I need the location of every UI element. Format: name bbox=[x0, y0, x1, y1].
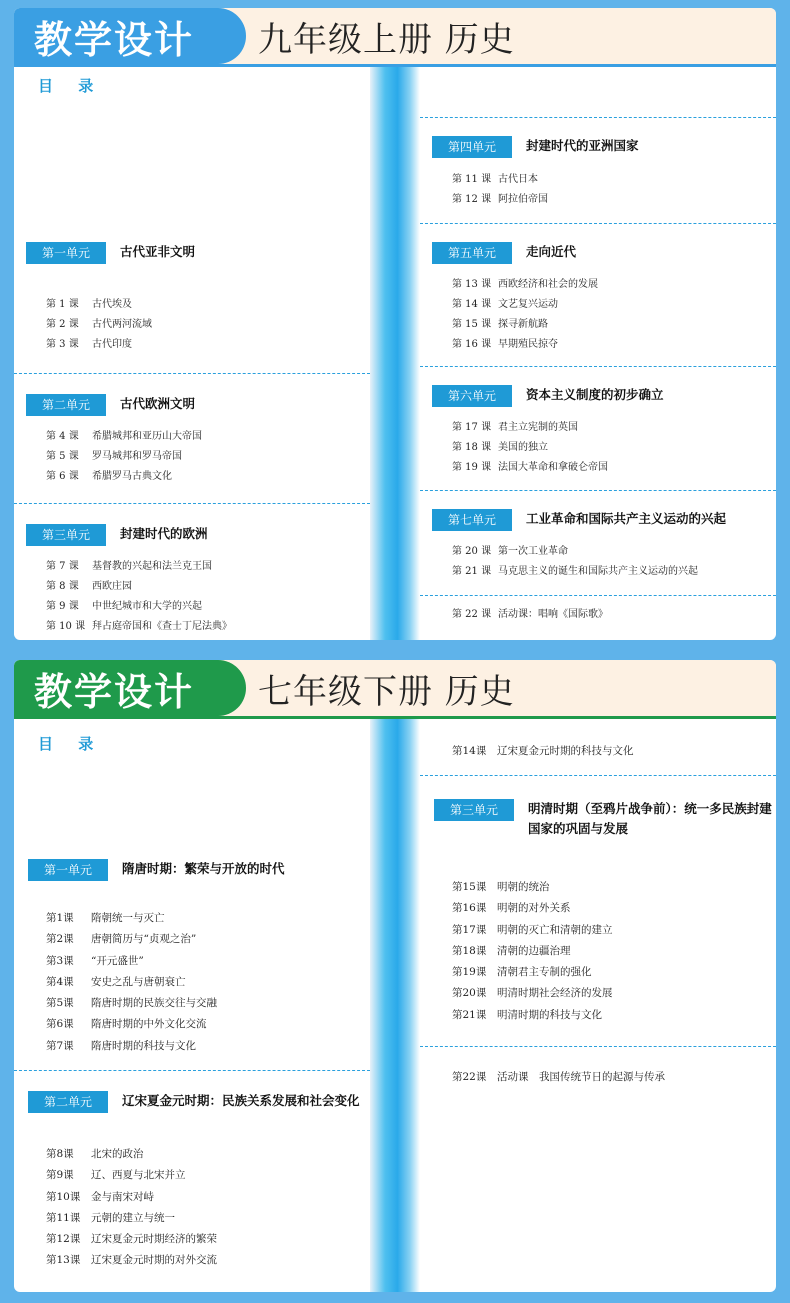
lesson-number: 第17课 bbox=[452, 923, 487, 936]
lesson-item bbox=[452, 335, 598, 355]
lesson-title: 拜占庭帝国和《查士丁尼法典》 bbox=[92, 621, 232, 632]
lesson-list bbox=[46, 1144, 217, 1272]
lesson-number: 第5课 bbox=[46, 997, 74, 1010]
lesson-item bbox=[46, 1036, 217, 1057]
unit-header bbox=[26, 524, 208, 546]
lesson-number: 第 21 课 bbox=[452, 566, 492, 577]
lesson-item bbox=[46, 1144, 217, 1165]
toc-heading: 目 录 bbox=[38, 77, 104, 95]
lesson-item bbox=[452, 877, 613, 898]
unit-label: 第三单元 bbox=[434, 799, 514, 821]
lesson-number: 第 2 课 bbox=[46, 319, 79, 330]
lesson-item bbox=[452, 1067, 665, 1088]
lesson-title: “开元盛世” bbox=[91, 954, 144, 967]
lesson-title: 北宋的政治 bbox=[91, 1148, 144, 1160]
lesson-number: 第14课 bbox=[452, 745, 487, 757]
unit-label: 第六单元 bbox=[432, 385, 512, 407]
lesson-number: 第 10 课 bbox=[46, 621, 86, 632]
card-header bbox=[14, 8, 776, 64]
lesson-title: 辽宋夏金元时期的科技与文化 bbox=[497, 745, 634, 757]
lesson-number: 第 22 课 bbox=[452, 609, 492, 620]
section-divider bbox=[14, 1070, 370, 1071]
toc-body bbox=[14, 67, 776, 640]
lesson-title: 隋唐时期的中外文化交流 bbox=[91, 1018, 207, 1031]
lesson-number: 第12课 bbox=[46, 1233, 81, 1246]
lesson-list bbox=[46, 908, 217, 1057]
lesson-number: 第13课 bbox=[46, 1254, 81, 1267]
lesson-number: 第 5 课 bbox=[46, 451, 79, 462]
lesson-item bbox=[452, 418, 608, 438]
lesson-number: 第1课 bbox=[46, 912, 74, 924]
lesson-number: 第15课 bbox=[452, 881, 487, 893]
unit-label: 第五单元 bbox=[432, 242, 512, 264]
book-title: 九年级上册 历史 bbox=[258, 19, 515, 60]
lesson-title: 基督教的兴起和法兰克王国 bbox=[92, 561, 212, 572]
unit-title: 古代亚非文明 bbox=[120, 244, 196, 259]
lesson-title: 早期殖民掠夺 bbox=[498, 339, 558, 350]
unit-header bbox=[434, 799, 776, 839]
lesson-number: 第8课 bbox=[46, 1148, 74, 1160]
book-spine bbox=[370, 719, 420, 1292]
unit-header bbox=[28, 859, 285, 881]
lesson-number: 第11课 bbox=[46, 1211, 81, 1224]
lesson-title: 清朝的边疆治理 bbox=[497, 944, 571, 957]
lesson-number: 第 4 课 bbox=[46, 431, 79, 442]
lesson-number: 第19课 bbox=[452, 966, 487, 979]
lesson-number: 第18课 bbox=[452, 944, 487, 957]
unit-label: 第二单元 bbox=[26, 394, 106, 416]
lesson-number: 第 19 课 bbox=[452, 462, 492, 473]
lesson-title: 辽宋夏金元时期的对外交流 bbox=[91, 1254, 217, 1267]
lesson-list bbox=[452, 605, 608, 625]
lesson-number: 第10课 bbox=[46, 1190, 81, 1203]
lesson-list bbox=[46, 427, 202, 487]
lesson-item bbox=[452, 983, 613, 1004]
lesson-item bbox=[452, 275, 598, 295]
lesson-item bbox=[452, 962, 613, 983]
lesson-title: 阿拉伯帝国 bbox=[498, 194, 548, 205]
lesson-title: 探寻新航路 bbox=[498, 319, 548, 330]
lesson-item bbox=[46, 467, 202, 487]
lesson-list bbox=[452, 1067, 665, 1088]
lesson-title: 古代日本 bbox=[498, 174, 538, 185]
lesson-title: 隋朝统一与灭亡 bbox=[91, 912, 165, 924]
lesson-number: 第4课 bbox=[46, 975, 74, 988]
lesson-title: 马克思主义的诞生和国际共产主义运动的兴起 bbox=[498, 566, 698, 577]
lesson-title: 第一次工业革命 bbox=[498, 546, 568, 557]
lesson-number: 第 14 课 bbox=[452, 299, 492, 310]
lesson-title: 明朝的统治 bbox=[497, 881, 550, 893]
unit-label: 第四单元 bbox=[432, 136, 512, 158]
lesson-list bbox=[46, 557, 232, 637]
lesson-item bbox=[452, 898, 613, 919]
lesson-item bbox=[46, 315, 152, 335]
lesson-number: 第 7 课 bbox=[46, 561, 79, 572]
lesson-title: 美国的独立 bbox=[498, 442, 548, 453]
unit-header bbox=[26, 394, 195, 416]
lesson-number: 第 12 课 bbox=[452, 194, 492, 205]
lesson-item bbox=[452, 542, 698, 562]
unit-title: 隋唐时期：繁荣与开放的时代 bbox=[122, 861, 285, 876]
lesson-title: 隋唐时期的科技与文化 bbox=[91, 1039, 196, 1052]
lesson-number: 第22课 bbox=[452, 1071, 487, 1083]
lesson-item bbox=[46, 577, 232, 597]
section-divider bbox=[420, 1046, 776, 1047]
lesson-item bbox=[452, 941, 613, 962]
section-divider bbox=[420, 117, 776, 118]
lesson-title: 辽、西夏与北宋并立 bbox=[91, 1169, 186, 1182]
section-divider bbox=[420, 595, 776, 596]
lesson-number: 第21课 bbox=[452, 1008, 487, 1021]
lesson-item bbox=[46, 447, 202, 467]
lesson-item bbox=[46, 951, 217, 972]
lesson-list bbox=[452, 170, 548, 210]
lesson-item bbox=[46, 929, 217, 950]
unit-header bbox=[28, 1091, 362, 1113]
book-spine bbox=[370, 67, 420, 640]
lesson-list bbox=[46, 295, 152, 355]
lesson-number: 第3课 bbox=[46, 954, 74, 967]
toc-right-page bbox=[420, 67, 776, 640]
lesson-title: 希腊城邦和亚历山大帝国 bbox=[92, 431, 202, 442]
lesson-title: 明朝的灭亡和清朝的建立 bbox=[497, 923, 613, 936]
lesson-item bbox=[452, 1005, 613, 1026]
lesson-title: 明朝的对外关系 bbox=[497, 902, 571, 915]
lesson-number: 第16课 bbox=[452, 902, 487, 915]
lesson-item bbox=[46, 908, 217, 929]
lesson-title: 清朝君主专制的强化 bbox=[497, 966, 592, 979]
lesson-number: 第 3 课 bbox=[46, 339, 79, 350]
toc-heading: 目 录 bbox=[38, 735, 104, 753]
lesson-item bbox=[452, 562, 698, 582]
lesson-number: 第 8 课 bbox=[46, 581, 79, 592]
lesson-item bbox=[46, 597, 232, 617]
section-divider bbox=[420, 223, 776, 224]
unit-header bbox=[432, 385, 664, 407]
lesson-item bbox=[46, 972, 217, 993]
lesson-title: 罗马城邦和罗马帝国 bbox=[92, 451, 182, 462]
unit-title: 资本主义制度的初步确立 bbox=[526, 387, 664, 402]
lesson-number: 第20课 bbox=[452, 987, 487, 1000]
section-divider bbox=[420, 775, 776, 776]
lesson-item bbox=[46, 1165, 217, 1186]
unit-title: 封建时代的欧洲 bbox=[120, 526, 208, 541]
lesson-number: 第2课 bbox=[46, 933, 74, 946]
lesson-title: 希腊罗马古典文化 bbox=[92, 471, 172, 482]
section-divider bbox=[14, 373, 370, 374]
lesson-item bbox=[452, 920, 613, 941]
lesson-number: 第 11 课 bbox=[452, 174, 492, 185]
lesson-title: 古代印度 bbox=[92, 339, 132, 350]
unit-title: 走向近代 bbox=[526, 244, 577, 259]
lesson-title: 君主立宪制的英国 bbox=[498, 422, 578, 433]
lesson-list bbox=[452, 275, 598, 355]
card-header bbox=[14, 660, 776, 716]
lesson-title: 西欧经济和社会的发展 bbox=[498, 279, 598, 290]
lesson-title: 文艺复兴运动 bbox=[498, 299, 558, 310]
lesson-number: 第 9 课 bbox=[46, 601, 79, 612]
lesson-title: 辽宋夏金元时期经济的繁荣 bbox=[91, 1233, 217, 1246]
unit-header bbox=[432, 242, 576, 264]
section-divider bbox=[420, 366, 776, 367]
lesson-title: 唐朝简历与“贞观之治” bbox=[91, 933, 197, 946]
lesson-item bbox=[452, 741, 634, 762]
lesson-item bbox=[46, 295, 152, 315]
unit-header bbox=[26, 242, 195, 264]
lesson-list bbox=[452, 741, 634, 762]
lesson-number: 第9课 bbox=[46, 1169, 74, 1182]
lesson-number: 第 17 课 bbox=[452, 422, 492, 433]
lesson-item bbox=[452, 170, 548, 190]
lesson-title: 中世纪城市和大学的兴起 bbox=[92, 601, 202, 612]
lesson-number: 第 15 课 bbox=[452, 319, 492, 330]
book-title: 七年级下册 历史 bbox=[258, 671, 515, 712]
unit-title: 工业革命和国际共产主义运动的兴起 bbox=[526, 511, 727, 526]
toc-body bbox=[14, 719, 776, 1292]
lesson-title: 西欧庄园 bbox=[92, 581, 132, 592]
lesson-list bbox=[452, 418, 608, 478]
unit-title: 封建时代的亚洲国家 bbox=[526, 138, 639, 153]
lesson-item bbox=[46, 1187, 217, 1208]
lesson-title: 活动课：唱响《国际歌》 bbox=[498, 609, 608, 620]
lesson-item bbox=[452, 315, 598, 335]
textbook-card-grade9 bbox=[14, 8, 776, 640]
unit-label: 第三单元 bbox=[26, 524, 106, 546]
unit-title: 辽宋夏金元时期：民族关系发展和社会变化 bbox=[122, 1093, 360, 1108]
lesson-title: 金与南宋对峙 bbox=[91, 1190, 154, 1203]
lesson-title: 法国大革命和拿破仑帝国 bbox=[498, 462, 608, 473]
unit-header bbox=[432, 136, 639, 158]
section-divider bbox=[14, 503, 370, 504]
toc-left-page bbox=[14, 67, 370, 640]
lesson-item bbox=[452, 458, 608, 478]
section-divider bbox=[420, 490, 776, 491]
lesson-item bbox=[46, 617, 232, 637]
lesson-item bbox=[46, 1014, 217, 1035]
lesson-number: 第 18 课 bbox=[452, 442, 492, 453]
lesson-item bbox=[46, 1208, 217, 1229]
lesson-number: 第 20 课 bbox=[452, 546, 492, 557]
lesson-item bbox=[452, 295, 598, 315]
lesson-title: 明清时期的科技与文化 bbox=[497, 1008, 602, 1021]
unit-label: 第七单元 bbox=[432, 509, 512, 531]
lesson-item bbox=[452, 438, 608, 458]
unit-title: 明清时期（至鸦片战争前）：统一多民族封建国家的巩固与发展 bbox=[528, 801, 772, 836]
lesson-title: 隋唐时期的民族交往与交融 bbox=[91, 997, 217, 1010]
lesson-item bbox=[452, 190, 548, 210]
lesson-title: 活动课 我国传统节日的起源与传承 bbox=[497, 1071, 665, 1083]
textbook-card-grade7 bbox=[14, 660, 776, 1292]
unit-title: 古代欧洲文明 bbox=[120, 396, 196, 411]
lesson-title: 元朝的建立与统一 bbox=[91, 1211, 175, 1224]
lesson-item bbox=[46, 427, 202, 447]
lesson-title: 古代埃及 bbox=[92, 299, 132, 310]
lesson-number: 第 13 课 bbox=[452, 279, 492, 290]
lesson-item bbox=[46, 1250, 217, 1271]
lesson-item bbox=[46, 335, 152, 355]
lesson-item bbox=[46, 1229, 217, 1250]
design-badge: 教学设计 bbox=[14, 8, 246, 64]
toc-right-page bbox=[420, 719, 776, 1292]
lesson-title: 古代两河流域 bbox=[92, 319, 152, 330]
design-badge: 教学设计 bbox=[14, 660, 246, 716]
unit-header bbox=[432, 509, 726, 531]
unit-label: 第二单元 bbox=[28, 1091, 108, 1113]
unit-label: 第一单元 bbox=[26, 242, 106, 264]
lesson-list bbox=[452, 542, 698, 582]
lesson-number: 第 16 课 bbox=[452, 339, 492, 350]
lesson-title: 明清时期社会经济的发展 bbox=[497, 987, 613, 1000]
lesson-title: 安史之乱与唐朝衰亡 bbox=[91, 975, 186, 988]
lesson-item bbox=[46, 557, 232, 577]
unit-label: 第一单元 bbox=[28, 859, 108, 881]
toc-left-page bbox=[14, 719, 370, 1292]
lesson-item bbox=[452, 605, 608, 625]
lesson-number: 第 6 课 bbox=[46, 471, 79, 482]
lesson-item bbox=[46, 993, 217, 1014]
lesson-number: 第6课 bbox=[46, 1018, 74, 1031]
lesson-number: 第7课 bbox=[46, 1039, 74, 1052]
lesson-number: 第 1 课 bbox=[46, 299, 79, 310]
lesson-list bbox=[452, 877, 613, 1026]
